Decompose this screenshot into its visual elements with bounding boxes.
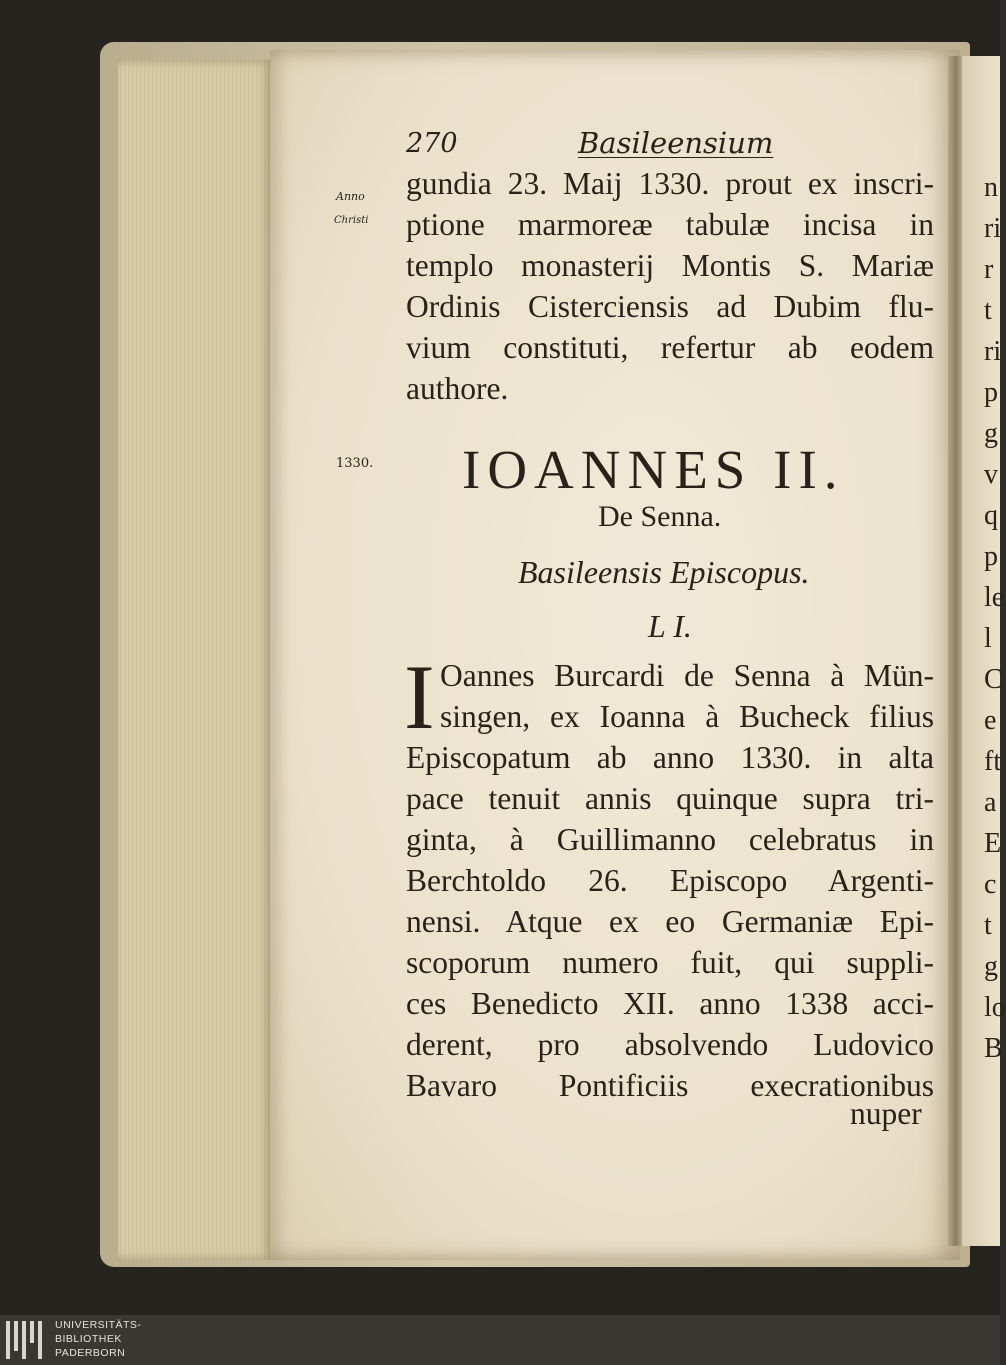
- margin-note-year: 1330.: [336, 456, 374, 471]
- text-line: authore.: [406, 371, 509, 406]
- text-line: Episcopatum ab anno 1330. in alta: [406, 740, 934, 775]
- text-line: Bavaro Pontificiis execrationibus: [406, 1068, 934, 1103]
- entry-heading-office: Basileensis Episcopus.: [518, 554, 810, 590]
- text-line: scoporum numero fuit, qui suppli-: [406, 945, 934, 980]
- right-page-fragment: ri: [984, 336, 1002, 367]
- page-block-edge: [118, 60, 273, 1260]
- text-line: ginta, à Guillimanno celebratus in: [406, 822, 934, 857]
- library-name-line1: UNIVERSITÄTS-: [55, 1319, 142, 1331]
- right-page-fragment: C: [984, 664, 1003, 695]
- text-line: templo monasterij Montis S. Mariæ: [406, 248, 934, 283]
- text-line: derent, pro absolvendo Ludovico: [406, 1027, 934, 1062]
- right-page-fragment: ft: [984, 746, 1002, 777]
- right-page-fragment: t: [984, 910, 992, 941]
- right-page-fragment: g: [984, 951, 998, 982]
- right-page-fragment: r: [984, 254, 994, 285]
- right-page-fragment: E: [984, 828, 1002, 859]
- text-line: pace tenuit annis quinque supra tri-: [406, 781, 934, 816]
- text-line: nensi. Atque ex eo Germaniæ Epi-: [406, 904, 934, 939]
- text-line: Ordinis Cisterciensis ad Dubim flu-: [406, 289, 934, 324]
- right-page-fragment: c: [984, 869, 997, 900]
- entry-heading-number: L I.: [648, 608, 692, 644]
- right-page-fragment: v: [984, 459, 998, 490]
- library-name-line3: PADERBORN: [55, 1347, 126, 1359]
- margin-note-christi: Christi: [334, 215, 369, 226]
- right-page-fragment: l: [984, 623, 992, 654]
- text-line: vium constituti, refertur ab eodem: [406, 330, 934, 365]
- right-page-fragment: e: [984, 705, 997, 736]
- right-page-fragment: ri: [984, 213, 1002, 244]
- library-logo-icon: [6, 1321, 48, 1359]
- right-page-fragment: p: [984, 377, 998, 408]
- margin-note-anno: Anno: [336, 190, 365, 203]
- right-page-fragment: le: [984, 582, 1005, 613]
- text-line: ces Benedicto XII. anno 1338 acci-: [406, 986, 934, 1021]
- entry-heading-name: IOANNES II.: [462, 439, 845, 500]
- right-page-fragment: q: [984, 500, 998, 531]
- right-page-fragment: n: [984, 172, 998, 203]
- text-line: ptione marmoreæ tabulæ incisa in: [406, 207, 934, 242]
- drop-cap: I: [404, 646, 435, 748]
- running-head-title: Basileensium: [578, 126, 774, 160]
- text-line: Berchtoldo 26. Episcopo Argenti-: [406, 863, 934, 898]
- entry-heading-sub: De Senna.: [598, 500, 722, 533]
- right-page-fragment: lo: [984, 992, 1006, 1023]
- right-page-fragment: a: [984, 787, 997, 818]
- text-line: singen, ex Ioanna à Bucheck filius: [440, 699, 934, 734]
- text-line: gundia 23. Maij 1330. prout ex inscri-: [406, 166, 934, 201]
- right-page-fragment: p: [984, 541, 998, 572]
- library-name-line2: BIBLIOTHEK: [55, 1333, 122, 1345]
- page-number: 270: [406, 128, 458, 159]
- text-line: Oannes Burcardi de Senna à Mün-: [440, 658, 934, 693]
- right-page-fragment: t: [984, 295, 992, 326]
- right-page-fragment: B: [984, 1033, 1003, 1064]
- library-footer: [0, 1315, 1000, 1365]
- right-page-fragment: g: [984, 418, 998, 449]
- catchword: nuper: [850, 1096, 922, 1131]
- running-head: [406, 126, 926, 166]
